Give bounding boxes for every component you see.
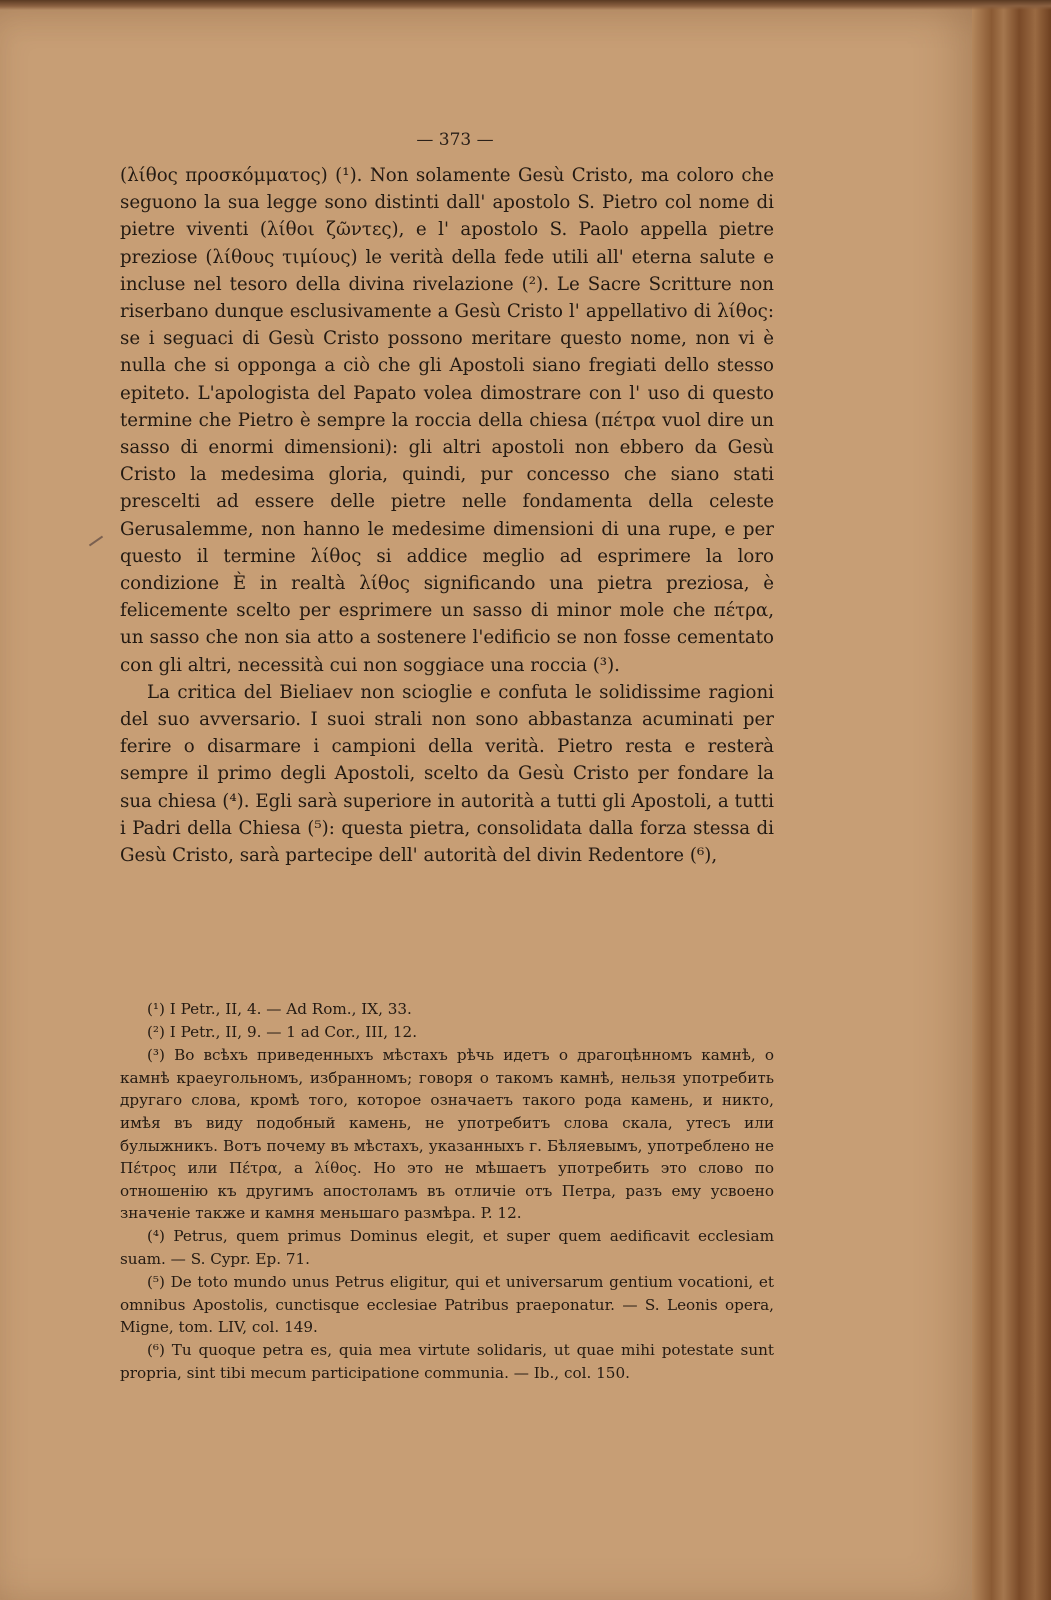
main-text: [120, 162, 774, 869]
page-top-edge: [0, 0, 1051, 10]
footnote-6: (⁶) Tu quoque petra es, quia mea virtute solidaris, ut quae mihi potestate sunt propria, sint tibi mecum participatione communia. — Ib., col. 150.: [120, 1341, 774, 1382]
footnote-2: (²) I Petr., II, 9. — 1 ad Cor., III, 12.: [147, 1023, 418, 1042]
footnote-1: (¹) I Petr., II, 4. — Ad Rom., IX, 33.: [147, 1000, 412, 1018]
book-binding: [972, 0, 1051, 1600]
paragraph-1: (λίθος προσκόμματος) (¹). Non solamente Gesù Cristo, ma coloro che seguono la sua legge sono distinti dall' apostolo S. Pietro col nome di pietre viventi (λίθοι ζῶντες), e l' apostolo S. Paolo appella pietre preziose (λίθους τιμίους) le verità della fede utili all' eterna salute e incluse nel tesoro della divina rivelazione (²). Le Sacre Scritture non riserbano dunque esclusivamente a Gesù Cristo l' appellativo di λίθος: se i seguaci di Gesù Cristo possono meritare questo nome, non vi è nulla che si opponga a ciò che gli Apostoli siano fregiati dello stesso epiteto. L'apologista del Papato volea dimostrare con l' uso di questo termine che Pietro è sempre la roccia della chiesa (πέτρα vuol dire un sasso di enormi dimensioni): gli altri apostoli non ebbero da Gesù Cristo la medesima gloria, quindi, pur concesso che siano stati prescelti ad essere delle pietre nelle fondamenta della celeste Gerusalemme, non hanno le medesime dimensioni di una rupe, e per questo il termine λίθος si addice meglio ad esprimere la loro condizione È in realtà λίθος significando una pietra preziosa, è felicemente scelto per esprimere un sasso di minor mole che πέτρα, un sasso che non sia atto a sostenere l'edificio se non fosse cementato con gli altri, necessità cui non soggiace una roccia (³).: [120, 165, 774, 676]
footnote-5: (⁵) De toto mundo unus Petrus eligitur, qui et universarum gentium vocationi, et omnibus Apostolis, cunctisque ecclesiae Patribus praeponatur. — S. Leonis opera, Migne, tom. LIV, col. 149.: [120, 1273, 774, 1337]
footnotes: [120, 998, 774, 1385]
paragraph-2: La critica del Bieliaev non scioglie e confuta le solidissime ragioni del suo avversario. I suoi strali non sono abbastanza acuminati per ferire o disarmare i campioni della verità. Pietro resta e resterà sempre il primo degli Apostoli, scelto da Gesù Cristo per fondare la sua chiesa (⁴). Egli sarà superiore in autorità a tutti gli Apostoli, a tutti i Padri della Chiesa (⁵): questa pietra, consolidata dalla forza stessa di Gesù Cristo, sarà partecipe dell' autorità del divin Redentore (⁶),: [120, 681, 774, 867]
footnote-3: (³) Во всѣхъ приведенныхъ мѣстахъ рѣчь идетъ о драгоцѣнномъ камнѣ, о камнѣ краеугольномъ, избранномъ; говоря о такомъ камнѣ, нельзя употребить другаго слова, кромѣ того, которое означаетъ такого рода камень, и никто, имѣя въ виду подобный камень, не употребитъ слова скала, утесъ или булыжникъ. Вотъ почему въ мѣстахъ, указанныхъ г. Бѣляевымъ, употреблено не Πέτρος или Πέτρα, а λίθος. Но это не мѣшаетъ употребить это слово по отношенію къ другимъ апостоламъ въ отличіе отъ Петра, разъ ему усвоено значеніе также и камня меньшаго размѣра. P. 12.: [120, 1046, 774, 1223]
footnote-4: (⁴) Petrus, quem primus Dominus elegit, et super quem aedificavit ecclesiam suam. — S. Cypr. Ep. 71.: [120, 1227, 774, 1269]
page-number: — 373 —: [416, 130, 494, 150]
